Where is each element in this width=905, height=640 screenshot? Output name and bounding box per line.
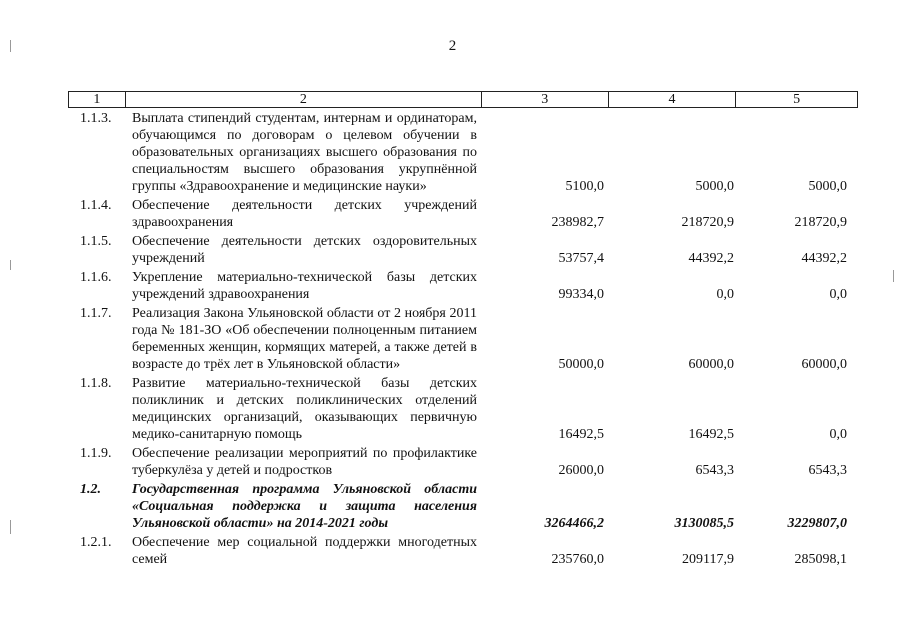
row-value-col4: 5000,0 (695, 179, 734, 194)
header-cell-5: 5 (793, 92, 801, 107)
row-value-col4: 16492,5 (688, 427, 734, 442)
row-value-col4: 3130085,5 (674, 516, 734, 531)
scan-artifact (10, 40, 11, 52)
row-value-col5: 5000,0 (808, 179, 847, 194)
row-description: Обеспечение деятельности детских учреждений здравоохранения (132, 198, 477, 230)
table-row (70, 443, 860, 479)
row-value-col4: 209117,9 (682, 552, 734, 567)
row-code: 1.1.6. (80, 270, 112, 285)
table-header-row (68, 91, 858, 108)
row-code: 1.1.3. (80, 111, 112, 126)
row-value-col4: 0,0 (716, 287, 734, 302)
row-value-col4: 60000,0 (688, 357, 734, 372)
table-row (70, 532, 860, 568)
table-row (70, 267, 860, 303)
row-value-col5: 218720,9 (794, 215, 847, 230)
row-code: 1.1.4. (80, 198, 112, 213)
table-row (70, 231, 860, 267)
table-row (70, 195, 860, 231)
row-value-col3: 235760,0 (551, 552, 604, 567)
scan-artifact (10, 520, 11, 534)
header-cell-3: 3 (482, 92, 609, 107)
row-description: Развитие материально-технической базы детских поликлиник и детских поликлинических отделений медицинских организаций, оказывающих первичную медико-санитарную помощь (132, 376, 477, 442)
row-code: 1.2. (80, 482, 101, 497)
row-description: Укрепление материально-технической базы детских учреждений здравоохранения (132, 270, 477, 302)
table-row (70, 373, 860, 443)
row-value-col4: 6543,3 (695, 463, 734, 478)
header-cell-2: 2 (126, 92, 482, 107)
row-value-col3: 26000,0 (558, 463, 604, 478)
row-value-col5: 6543,3 (808, 463, 847, 478)
row-description: Обеспечение деятельности детских оздоровительных учреждений (132, 234, 477, 266)
row-value-col3: 5100,0 (565, 179, 604, 194)
row-value-col5: 3229807,0 (787, 516, 847, 531)
budget-table-body (70, 108, 860, 568)
row-description: Обеспечение мер социальной поддержки многодетных семей (132, 535, 477, 567)
table-row-program (70, 479, 860, 532)
header-cell-4: 4 (609, 92, 737, 107)
row-description: Выплата стипендий студентам, интернам и ординаторам, обучающимся по договорам о целевом обучении в образовательных организациях высшего образования по специальностям высшего образования укрупнённой группы «Здравоохранение и медицинские науки» (132, 111, 477, 194)
table-row (70, 108, 860, 195)
row-value-col4: 218720,9 (681, 215, 734, 230)
row-code: 1.1.7. (80, 306, 112, 321)
row-value-col5: 0,0 (829, 287, 847, 302)
row-value-col3: 238982,7 (551, 215, 604, 230)
row-value-col3: 50000,0 (558, 357, 604, 372)
row-value-col3: 16492,5 (558, 427, 604, 442)
row-value-col5: 0,0 (829, 427, 847, 442)
row-value-col5: 60000,0 (801, 357, 847, 372)
header-cell-1: 1 (69, 92, 126, 107)
row-description: Реализация Закона Ульяновской области от 2 ноября 2011 года № 181-ЗО «Об обеспечении полноценным питанием беременных женщин, кормящих матерей, а также детей в возрасте до трёх лет в Ульяновской области» (132, 306, 477, 372)
row-code: 1.1.5. (80, 234, 112, 249)
row-value-col5: 285098,1 (794, 552, 847, 567)
page-number: 2 (448, 38, 457, 54)
row-description: Государственная программа Ульяновской области «Социальная поддержка и защита населения Ульяновской области» на 2014-2021 годы (132, 482, 477, 531)
row-code: 1.1.8. (80, 376, 112, 391)
row-value-col3: 99334,0 (558, 287, 604, 302)
row-value-col3: 53757,4 (558, 251, 604, 266)
scan-artifact (893, 270, 894, 282)
table-row (70, 303, 860, 373)
row-value-col4: 44392,2 (688, 251, 734, 266)
row-code: 1.1.9. (80, 446, 112, 461)
row-code: 1.2.1. (80, 535, 112, 550)
row-value-col5: 44392,2 (801, 251, 847, 266)
row-value-col3: 3264466,2 (544, 516, 604, 531)
scan-artifact (10, 260, 11, 270)
row-description: Обеспечение реализации мероприятий по профилактике туберкулёза у детей и подростков (132, 446, 477, 478)
